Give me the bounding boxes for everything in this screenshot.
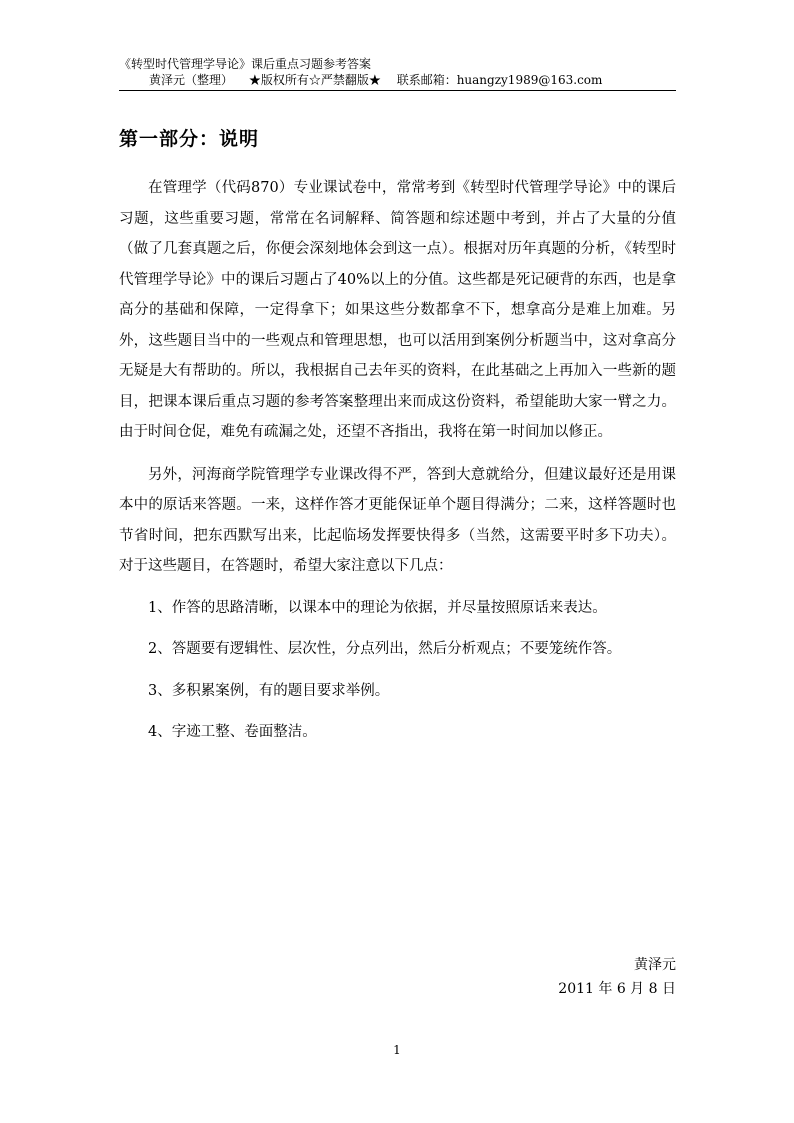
paragraph-advice: 另外，河海商学院管理学专业课改得不严，答到大意就给分，但建议最好还是用课本中的原话来答题。一来，这样作答才更能保证单个题目得满分；二来，这样答题时也节省时间，把东西默写出来，比起临场发挥要快得多（当然，这需要平时多下功夫）。对于这些题目，在答题时，希望大家注意以下几点： bbox=[119, 466, 676, 574]
paragraph-intro: 在管理学（代码870）专业课试卷中，常常考到《转型时代管理学导论》中的课后习题，这些重要习题，常常在名词解释、简答题和综述题中考到，并占了大量的分值（做了几套真题之后，你便会深刻地体会到这一点）。根据对历年真题的分析，《转型时代管理学导论》中的课后习题占了40%以上的分值。这些都是死记硬背的东西，也是拿高分的基础和保障，一定得拿下；如果这些分数都拿不下，想拿高分是难上加难。另外，这些题目当中的一些观点和管理思想，也可以活用到案例分析题当中，这对拿高分无疑是大有帮助的。所以，我根据自己去年买的资料，在此基础之上再加入一些新的题目，把课本课后重点习题的参考答案整理出来而成这份资料，希望能助大家一臂之力。由于时间仓促，难免有疏漏之处，还望不吝指出，我将在第一时间加以修正。 bbox=[119, 180, 676, 440]
page-number: 1 bbox=[393, 1043, 401, 1057]
list-item: 4、字迹工整、卷面整洁。 bbox=[148, 724, 317, 740]
body-content bbox=[119, 173, 676, 748]
list-item: 2、答题要有逻辑性、层次性，分点列出，然后分析观点；不要笼统作答。 bbox=[148, 641, 622, 657]
header-divider bbox=[119, 90, 676, 91]
signature-name: 黄泽元 bbox=[634, 957, 676, 973]
header-credits bbox=[119, 72, 676, 88]
list-item: 3、多积累案例，有的题目要求举例。 bbox=[148, 682, 390, 699]
signature-block bbox=[558, 953, 676, 1001]
list-item: 1、作答的思路清晰，以课本中的理论为依据，并尽量按照原话来表达。 bbox=[148, 599, 607, 616]
section-title: 第一部分：说明 bbox=[119, 128, 260, 150]
signature-date: 2011 年 6 月 8 日 bbox=[558, 981, 676, 997]
header-email: 联系邮箱：huangzy1989@163.com bbox=[396, 73, 603, 87]
header-title: 《转型时代管理学导论》课后重点习题参考答案 bbox=[119, 57, 372, 71]
header-author: 黄泽元（整理） bbox=[149, 73, 234, 87]
page-header bbox=[119, 56, 676, 88]
header-copyright: ★版权所有☆严禁翻版★ bbox=[248, 73, 381, 87]
